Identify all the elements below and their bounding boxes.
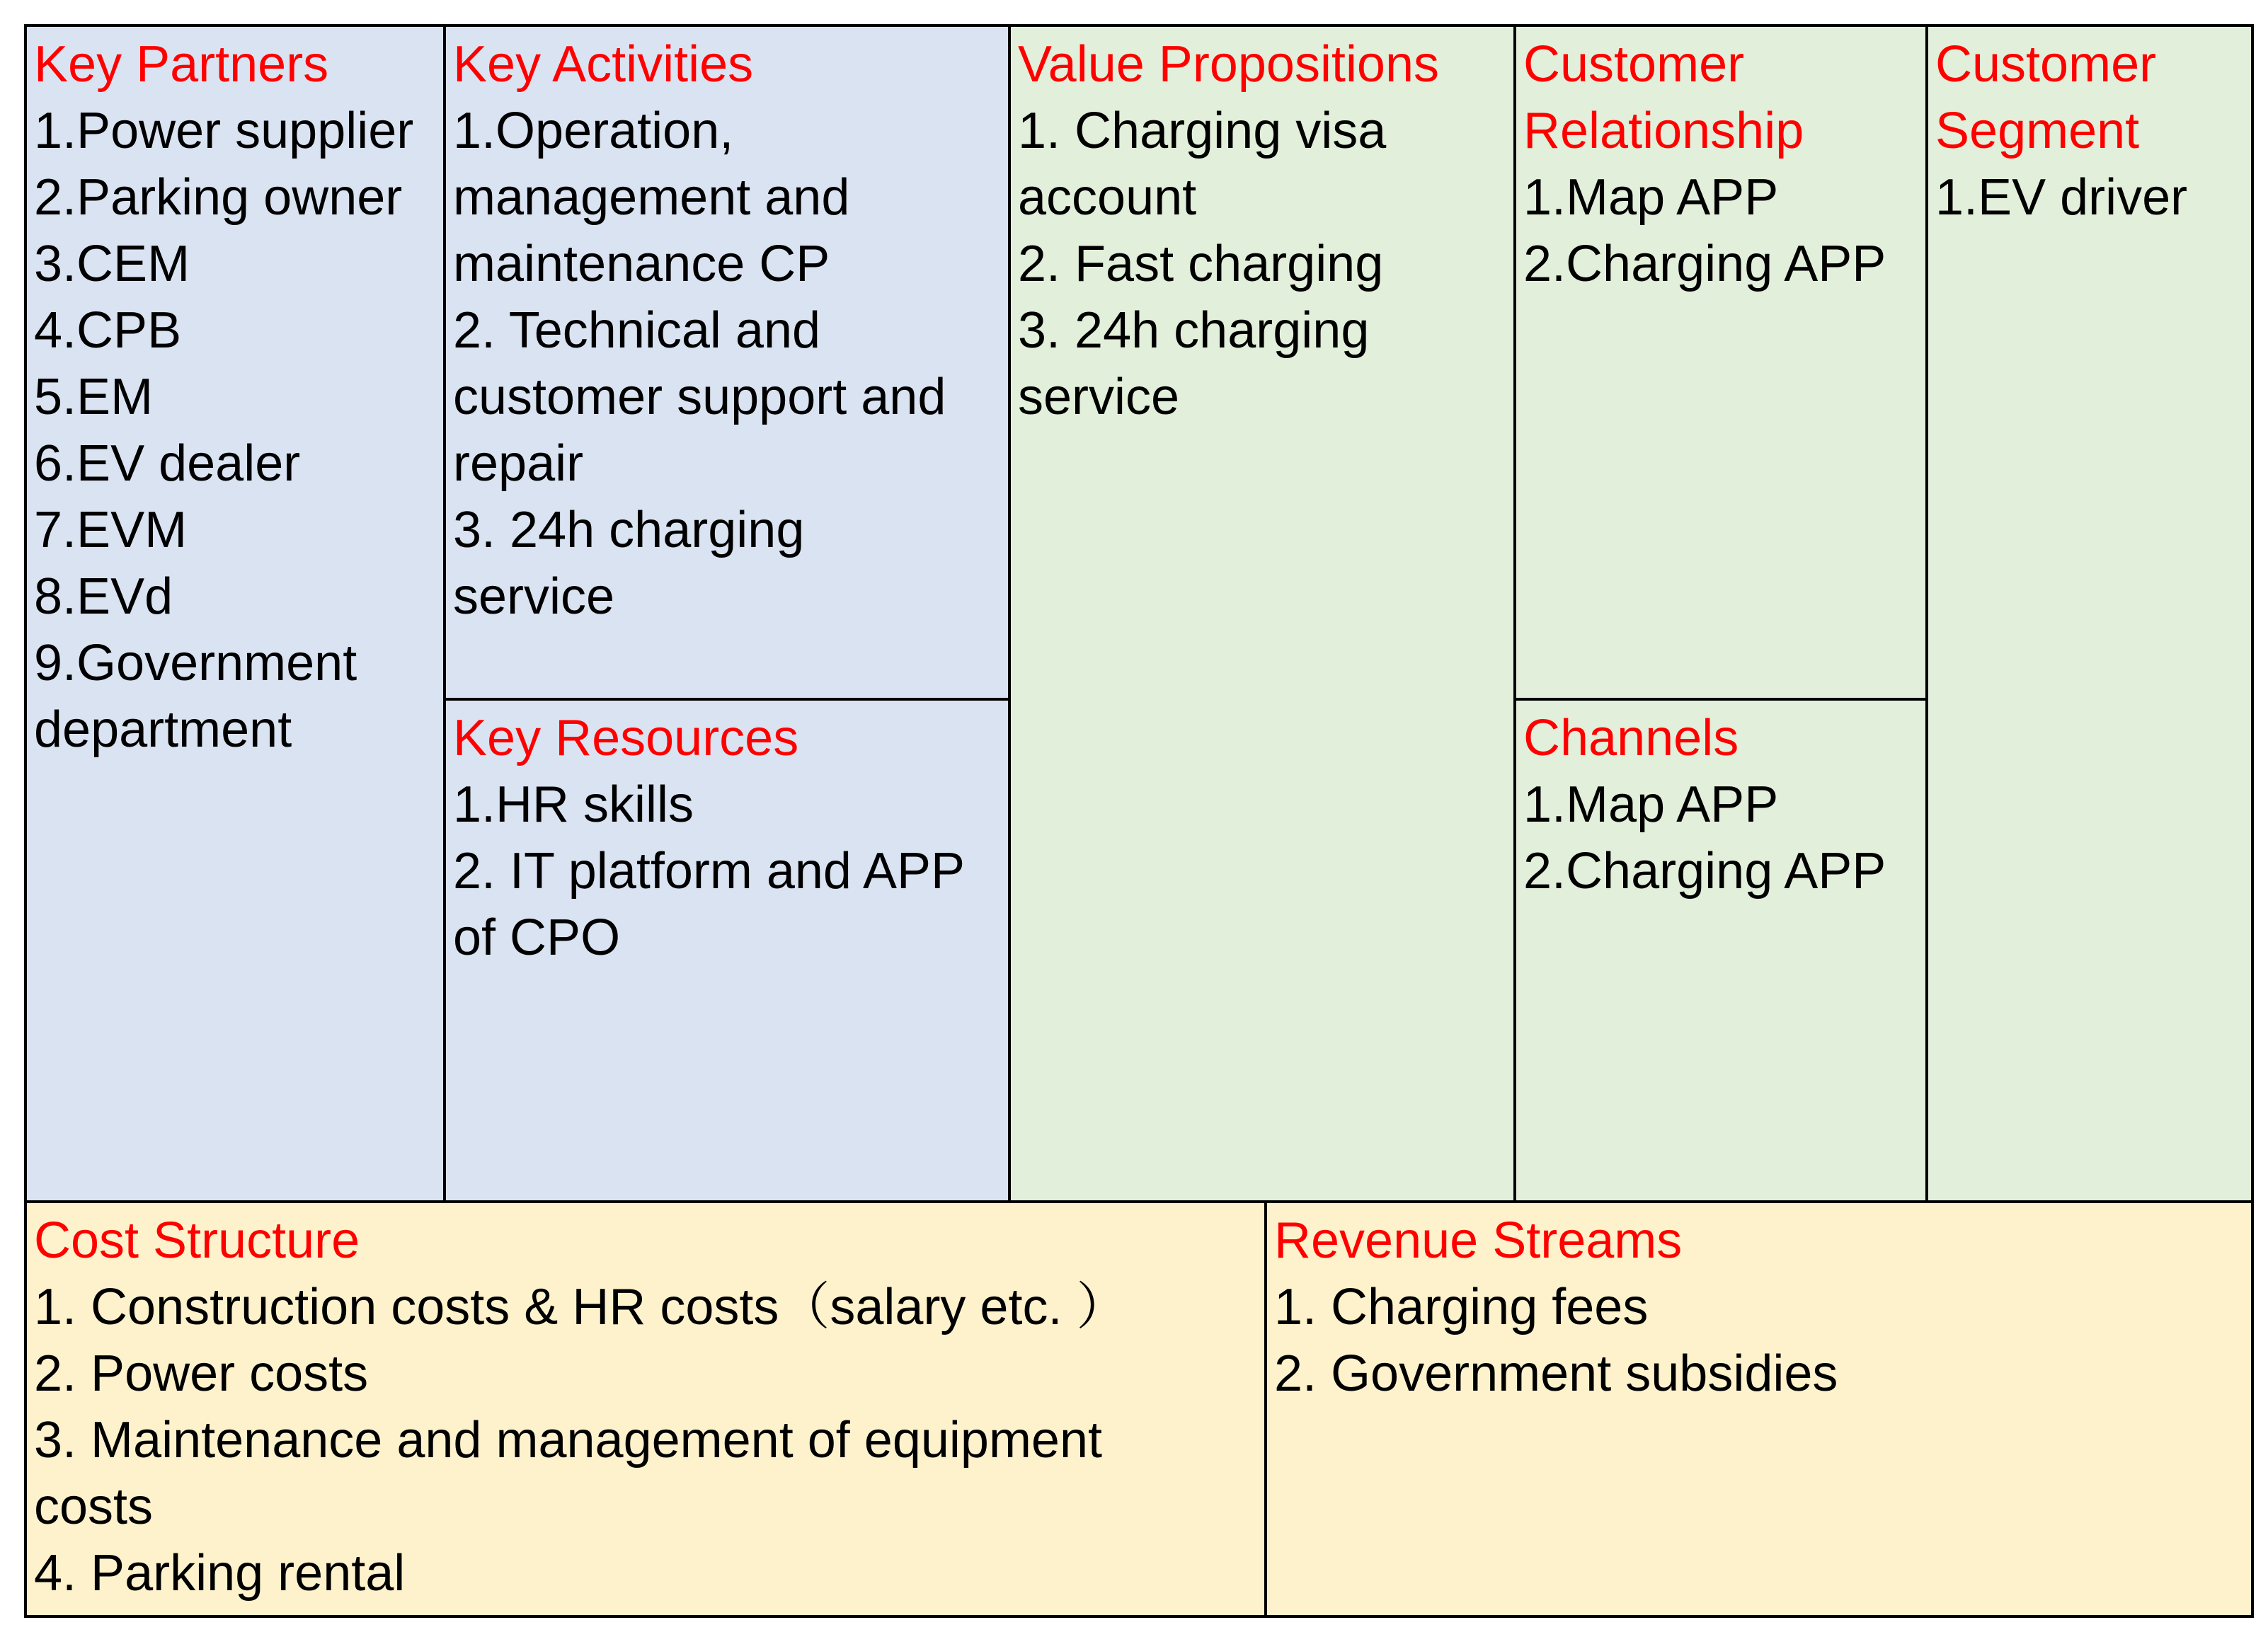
list-item: 1.Power supplier — [34, 103, 414, 159]
customer-segment-title: Customer Segment — [1935, 36, 2157, 159]
value-propositions-title: Value Propositions — [1018, 36, 1440, 93]
key-partners-block — [24, 24, 446, 1203]
customer-relationship-title: Customer Relationship — [1523, 36, 1804, 159]
customer-segment-list — [1935, 164, 2251, 231]
list-item: 2. Power costs — [34, 1345, 369, 1402]
list-item: 1. Charging visa account — [1018, 103, 1387, 226]
cost-structure-list — [34, 1274, 1264, 1607]
list-item: 2. IT platform and APP of CPO — [453, 843, 964, 966]
list-item: 8.EVd — [34, 568, 173, 625]
list-item: 2. Fast charging — [1018, 236, 1384, 292]
channels-block — [1513, 698, 1928, 1203]
list-item: 1.HR skills — [453, 776, 694, 833]
list-item: 6.EV dealer — [34, 435, 301, 492]
list-item: 3. 24h charging service — [1018, 302, 1370, 425]
list-item: 3. 24h charging service — [453, 502, 805, 625]
list-item: 1.Operation, management and maintenance CP — [453, 103, 850, 292]
list-item: 9.Government department — [34, 635, 357, 758]
value-propositions-list — [1018, 98, 1513, 430]
cost-structure-block — [24, 1200, 1267, 1618]
key-resources-list — [453, 771, 1008, 971]
key-activities-title: Key Activities — [453, 36, 754, 93]
channels-title: Channels — [1523, 710, 1739, 766]
list-item: 4. Parking rental — [34, 1545, 406, 1602]
revenue-streams-block — [1264, 1200, 2254, 1618]
list-item: 3. Maintenance and management of equipment costs — [34, 1412, 1103, 1535]
key-activities-block — [443, 24, 1011, 701]
key-partners-title: Key Partners — [34, 36, 329, 93]
list-item: 2.Charging APP — [1523, 843, 1886, 900]
key-partners-list — [34, 98, 443, 763]
list-item: 7.EVM — [34, 502, 188, 558]
key-resources-title: Key Resources — [453, 710, 799, 766]
list-item: 1.EV driver — [1935, 169, 2188, 226]
value-propositions-block — [1008, 24, 1516, 1203]
revenue-streams-title: Revenue Streams — [1274, 1212, 1683, 1269]
list-item: 1.Map APP — [1523, 776, 1779, 833]
customer-relationship-list — [1523, 164, 1925, 297]
revenue-streams-list — [1274, 1274, 2251, 1407]
customer-segment-block — [1925, 24, 2254, 1203]
list-item: 1.Map APP — [1523, 169, 1779, 226]
list-item: 1. Charging fees — [1274, 1279, 1649, 1335]
key-activities-list — [453, 98, 998, 630]
cost-structure-title: Cost Structure — [34, 1212, 360, 1269]
list-item: 3.CEM — [34, 236, 190, 292]
key-resources-block — [443, 698, 1011, 1203]
list-item: 1. Construction costs & HR costs（salary etc. ） — [34, 1279, 1128, 1335]
list-item: 2. Technical and customer support and repair — [453, 302, 946, 492]
list-item: 2.Parking owner — [34, 169, 403, 226]
channels-list — [1523, 771, 1925, 904]
list-item: 2.Charging APP — [1523, 236, 1886, 292]
customer-relationship-block — [1513, 24, 1928, 701]
list-item: 2. Government subsidies — [1274, 1345, 1838, 1402]
list-item: 4.CPB — [34, 302, 182, 359]
list-item: 5.EM — [34, 369, 154, 425]
